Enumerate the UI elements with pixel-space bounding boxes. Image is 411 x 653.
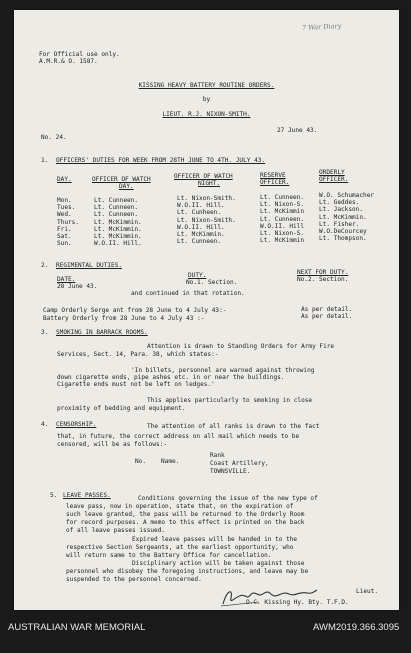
leave-line-8: will return same to the Battery Office for cancellation.: [66, 552, 272, 559]
leave-line-2: leave pass, now in operation, state that, on the expiration of: [66, 503, 294, 510]
table-cell: Fri.: [57, 225, 72, 233]
censorship-line-2: that, in future, the correct address on all mail which needs to be: [57, 433, 300, 440]
table-cell: Lt. Cunneen.: [94, 211, 139, 219]
date-value: 28 June 43.: [57, 283, 98, 290]
next-for-duty-value: No.2. Section.: [297, 276, 349, 283]
smoking-quote-line-2: down cigarette ends, pipe ashes etc. in or near the buildings.: [57, 374, 285, 381]
address-rank: Rank: [210, 452, 225, 459]
smoking-quote-line-3: Cigarette ends must not be left on ledges.': [57, 381, 215, 388]
leave-line-9: Disciplinary action will be taken against those: [132, 560, 305, 567]
censorship-line-1: The attention of all ranks is drawn to the fact: [147, 423, 320, 430]
table-cell: Sat.: [57, 232, 72, 240]
archive-footer: [0, 612, 411, 653]
table-cell: Thurs.: [57, 218, 80, 226]
orderly-officer-column: [319, 192, 374, 242]
table-cell: Lt. McKimmin.: [319, 213, 367, 221]
section-1-number: 1.: [41, 157, 49, 164]
reserve-officer-column: [260, 194, 304, 244]
title-by: by: [202, 96, 211, 103]
section-3-heading: SMOKING IN BARRACK ROOMS.: [56, 329, 148, 336]
col-header-watch-night: OFFICER OF WATCH NIGHT.: [174, 173, 233, 188]
table-cell: Lt. McKimmin: [260, 208, 305, 216]
camp-orderly-line: Camp Orderly Serge ant from 28 June to 4 July 43:-: [43, 307, 227, 314]
table-cell: Wed.: [57, 211, 72, 219]
table-cell: W.O.II. Hill.: [177, 223, 225, 231]
table-cell: Tues.: [57, 204, 76, 212]
address-no: No.: [135, 458, 147, 465]
table-cell: Lt. Cunneen.: [260, 215, 305, 223]
signature-unit: O.C. Kissing Hy. Bty. T.F.D.: [246, 599, 349, 606]
officer-night-column: [177, 195, 236, 245]
per-detail-2: As per detail.: [301, 313, 353, 320]
address-name: Name.: [161, 458, 180, 465]
table-cell: Sun.: [57, 240, 72, 248]
leave-line-7: respective Section Sergeants, at the earliest opportunity, who: [66, 544, 294, 551]
leave-line-6: Expired leave passes will be handed in to the: [132, 536, 298, 543]
per-detail-1: As per detail.: [301, 306, 353, 313]
handwritten-note: 7 War Diary: [301, 21, 342, 33]
table-cell: Lt. Geddes.: [319, 199, 360, 207]
document-title: KISSING HEAVY BATTERY ROUTINE ORDERS.: [138, 82, 275, 89]
section-5-number: 5.: [50, 492, 58, 499]
section-5-heading: LEAVE PASSES.: [63, 492, 111, 499]
duty-label: DUTY.: [188, 272, 207, 279]
section-3-number: 3.: [41, 329, 49, 336]
rotation-note: and continued in that rotation.: [131, 290, 245, 297]
document-page: [14, 10, 399, 610]
smoking-quote-line-1: 'In billets, personnel are warned against throwing: [131, 367, 315, 374]
col-header-orderly: ORDERLY OFFICER.: [319, 169, 349, 184]
table-cell: Lt. McKimmin.: [94, 218, 142, 226]
section-4-heading: CENSORSHIP.: [56, 421, 97, 428]
col-header-day: DAY.: [57, 176, 72, 183]
table-cell: Lt. Thompson.: [319, 235, 367, 243]
next-for-duty-label: NEXT FOR DUTY.: [297, 269, 349, 276]
table-cell: Lt. Nixon-S.: [260, 201, 305, 209]
duty-value: No.1. Section.: [186, 279, 238, 286]
leave-line-4: for record purposes. A memo to this effect is printed on the back: [66, 519, 305, 526]
leave-line-5: of all leave passes issued.: [66, 527, 166, 534]
section-4-number: 4.: [41, 421, 49, 428]
table-cell: Lt. Jackson.: [319, 206, 364, 214]
section-2-number: 2.: [41, 262, 49, 269]
section-2-heading: REGIMENTAL DUTIES.: [56, 262, 123, 269]
leave-line-3: such leave granted, the pass will be returned to the Orderly Room: [66, 511, 305, 518]
author-line: LIEUT. R.J. NIXON-SMITH.: [162, 111, 251, 118]
table-cell: Lt. McKimmin.: [94, 232, 142, 240]
classification-line: For Official use only.: [39, 51, 120, 58]
table-cell: Lt. McKimmin.: [94, 225, 142, 233]
form-reference: A.M.R.& O. 1587.: [39, 58, 98, 65]
table-cell: Lt. Cunneen.: [260, 194, 305, 201]
col-header-reserve: RESERVE OFFICER.: [260, 172, 290, 187]
table-cell: Lt. Nixon-S.: [260, 229, 305, 237]
order-date: 27 June 43.: [277, 127, 318, 134]
table-cell: Lt. Cunneen.: [177, 238, 222, 246]
table-cell: Lt. Cunneen.: [94, 197, 139, 204]
date-label: DATE.: [57, 276, 76, 283]
table-cell: Lt. Nixon-Smith.: [177, 216, 236, 224]
table-cell: Lt. McKimmin.: [177, 230, 225, 238]
signature-rank: Lieut.: [356, 588, 379, 595]
table-cell: W.O.II. Hill.: [94, 240, 142, 248]
smoking-para-2-line-2: proximity of bedding and equipment.: [57, 405, 186, 412]
archive-reference: AWM2019.366.3095: [313, 622, 400, 633]
table-cell: Lt. Cunheen.: [177, 209, 222, 217]
table-cell: Lt. Fisher.: [319, 220, 360, 228]
censorship-line-3: censored, will be as follows:-: [57, 441, 168, 448]
col-header-watch-day: OFFICER OF WATCH DAY.: [92, 176, 151, 191]
leave-line-10: personnel who disobey the foregoing instructions, and leave may be: [66, 568, 309, 575]
table-cell: Mon.: [57, 197, 72, 204]
table-cell: W.O.DeCourcey: [319, 227, 367, 235]
smoking-para-1-line-2: Services, Sect. 14, Para. 38, which states:-: [57, 351, 219, 358]
smoking-para-2-line-1: This applies particularly to smoking in close: [147, 397, 313, 404]
officer-day-column: [94, 197, 142, 247]
address-unit: Coast Artillery,: [210, 460, 269, 467]
leave-line-1: Conditions governing the issue of the new type of: [138, 495, 318, 502]
table-cell: Lt. Nixon-Smith.: [177, 195, 236, 202]
section-1-heading: OFFICERS' DUTIES FOR WEEK FROM 28TH JUNE TO 4TH. JULY 43.: [56, 157, 266, 164]
duty-day-column: [57, 197, 79, 247]
leave-line-11: suspended to the personnel concerned.: [66, 576, 202, 583]
battery-orderly-line: Battery Orderly from 28 June to 4 July 43 :-: [43, 315, 205, 322]
table-cell: W.O. Schumacher: [319, 192, 375, 199]
smoking-para-1-line-1: Attention is drawn to Standing Orders for Army Fire: [147, 343, 335, 350]
table-cell: Lt. McKimmin: [260, 237, 305, 245]
table-cell: Lt. Cunneen.: [94, 204, 139, 212]
table-cell: W.O.II. Hill.: [177, 202, 225, 210]
address-town: TOWNSVILLE.: [210, 468, 251, 475]
order-number: No. 24.: [41, 134, 67, 141]
archive-name: AUSTRALIAN WAR MEMORIAL: [8, 622, 146, 633]
table-cell: W.O.II. Hill: [260, 222, 305, 230]
